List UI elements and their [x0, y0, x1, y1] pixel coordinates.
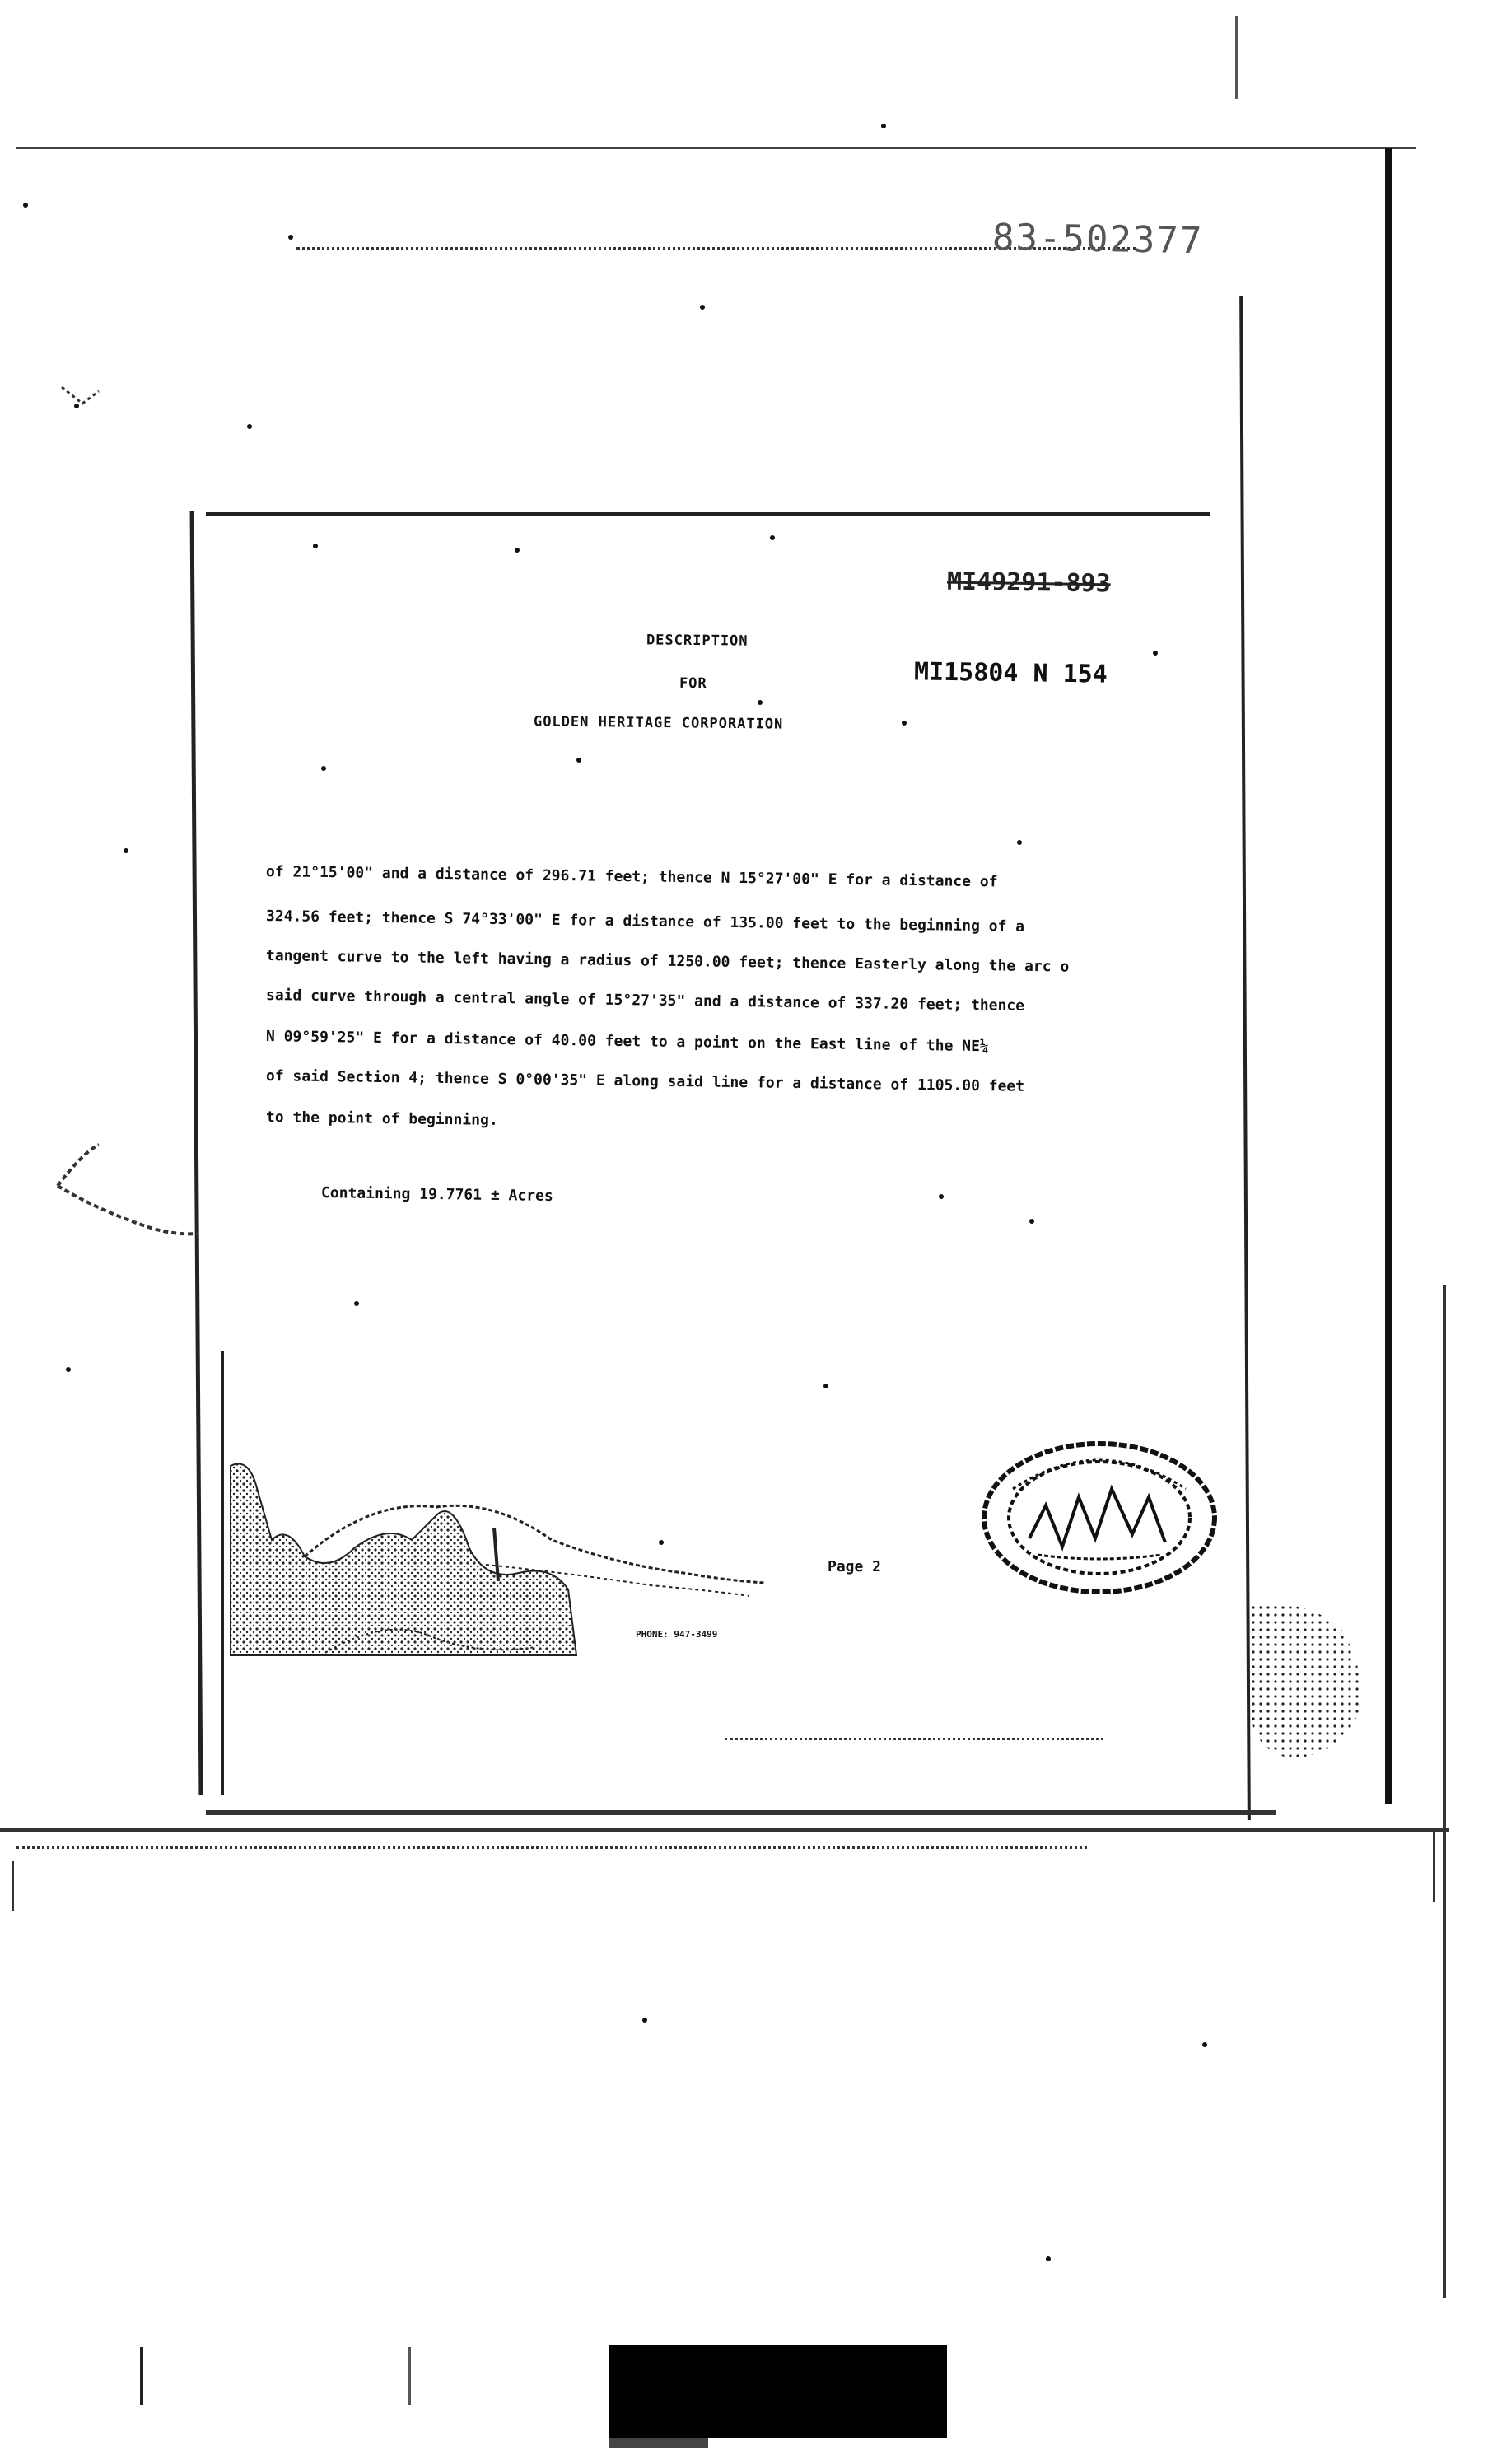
speck	[321, 766, 326, 771]
speck	[1017, 840, 1022, 845]
speck	[247, 424, 252, 429]
document-title-for: FOR	[679, 674, 707, 693]
speck	[1029, 1219, 1034, 1224]
scan-footer-bar	[609, 2345, 947, 2438]
scan-tick-mid	[408, 2347, 411, 2405]
speck	[939, 1194, 944, 1199]
page-top-edge	[16, 147, 1416, 149]
document-title-company: GOLDEN HERITAGE CORPORATION	[533, 713, 784, 733]
phone-number: PHONE: 947-3499	[636, 1629, 718, 1640]
scan-smudge-right	[1243, 1598, 1375, 1762]
speck	[23, 203, 28, 208]
description-line: said curve through a central angle of 15°27'35" and a distance of 337.20 feet; thence	[265, 987, 1025, 1015]
speck	[881, 124, 886, 128]
page-right-edge	[1385, 148, 1392, 1804]
document-title: DESCRIPTION	[646, 632, 749, 650]
speck	[288, 235, 293, 240]
speck	[515, 548, 520, 553]
acreage: Containing 19.7761 ± Acres	[320, 1184, 553, 1205]
page-bottom-edge	[0, 1828, 1449, 1832]
book-page-struck: MI49291-893	[946, 567, 1111, 599]
description-line: of said Section 4; thence S 0°00'35" E along said line for a distance of 1105.00 feet	[265, 1067, 1025, 1095]
speck	[1046, 2256, 1051, 2261]
description-line: tangent curve to the left having a radius of 1250.00 feet; thence Easterly along the arc o	[265, 947, 1070, 976]
page-right-edge-outer	[1443, 1285, 1446, 2298]
document-bottom-border	[206, 1810, 1276, 1815]
scan-mark-right	[1433, 1828, 1435, 1902]
speck	[823, 1384, 828, 1388]
speck	[770, 535, 775, 540]
scan-footer-stripe	[609, 2438, 708, 2448]
scan-artifact-left	[49, 1136, 214, 1252]
speck	[642, 2018, 647, 2023]
speck	[354, 1301, 359, 1306]
scan-tick-left	[140, 2347, 143, 2405]
dotted-line-base	[16, 1846, 1087, 1849]
description-line: to the point of beginning.	[265, 1108, 498, 1129]
document-top-border	[206, 512, 1210, 516]
description-line: of 21°15'00" and a distance of 296.71 feet; thence N 15°27'00" E for a distance of	[265, 863, 998, 891]
dotted-line-bottom	[725, 1738, 1103, 1740]
speck	[902, 721, 907, 726]
description-line: N 09°59'25" E for a distance of 40.00 feet to a point on the East line of the NE¼	[265, 1028, 989, 1056]
speck	[758, 700, 763, 705]
speck	[124, 848, 128, 853]
speck	[700, 305, 705, 310]
speck	[1153, 651, 1158, 656]
speck	[313, 544, 318, 548]
description-line: 324.56 feet; thence S 74°33'00" E for a distance of 135.00 feet to the beginning of a	[265, 908, 1025, 936]
recording-number: 83-502377	[991, 216, 1204, 263]
speck	[66, 1367, 71, 1372]
scan-artifact-top-left	[58, 379, 107, 420]
speck	[576, 758, 581, 763]
scan-mark-top	[1235, 16, 1238, 99]
official-seal	[980, 1440, 1219, 1596]
speck	[1202, 2042, 1207, 2047]
scan-mark-left	[12, 1861, 14, 1911]
document-right-border	[1239, 296, 1251, 1820]
book-page-number: MI15804 N 154	[913, 657, 1108, 689]
page-number: Page 2	[828, 1558, 882, 1575]
